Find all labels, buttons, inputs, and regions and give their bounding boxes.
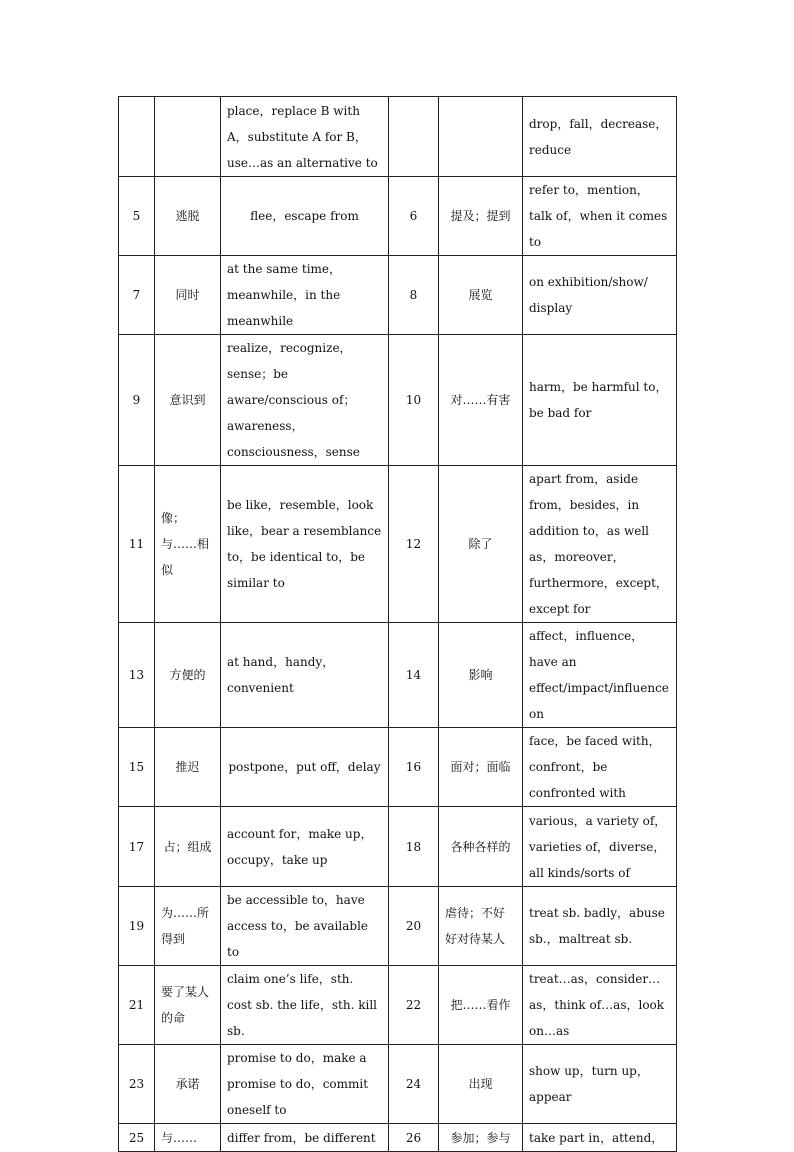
table-row [119,335,677,466]
english-expressions: account for，make up，occupy，take up [221,807,389,887]
english-expressions: harm，be harmful to，be bad for [523,335,677,466]
row-number: 9 [119,335,155,466]
table-row [119,1045,677,1124]
chinese-term: 对……有害 [439,335,523,466]
row-number: 26 [389,1124,439,1152]
table-row [119,466,677,623]
row-number: 21 [119,966,155,1045]
row-number: 24 [389,1045,439,1124]
row-number: 7 [119,256,155,335]
row-number: 6 [389,177,439,256]
chinese-term: 展览 [439,256,523,335]
chinese-term: 参加；参与 [439,1124,523,1152]
english-expressions: apart from，aside from，besides，in addition to，as well as，moreover，furthermore，except，except for [523,466,677,623]
chinese-term [439,97,523,177]
english-expressions: place，replace B with A，substitute A for B，use…as an alternative to [221,97,389,177]
vocabulary-table [118,96,677,1152]
chinese-term: 除了 [439,466,523,623]
english-expressions: at the same time，meanwhile，in the meanwhile [221,256,389,335]
chinese-term [155,97,221,177]
row-number: 19 [119,887,155,966]
english-expressions: promise to do，make a promise to do，commit oneself to [221,1045,389,1124]
english-expressions: differ from，be different [221,1124,389,1152]
english-expressions: be accessible to，have access to，be available to [221,887,389,966]
english-expressions: various，a variety of，varieties of，diverse，all kinds/sorts of [523,807,677,887]
row-number: 8 [389,256,439,335]
table-row [119,1124,677,1152]
english-expressions: show up，turn up，appear [523,1045,677,1124]
row-number: 20 [389,887,439,966]
chinese-term: 同时 [155,256,221,335]
row-number: 10 [389,335,439,466]
row-number: 16 [389,728,439,807]
table-row [119,256,677,335]
chinese-term: 占；组成 [155,807,221,887]
chinese-term: 把……看作 [439,966,523,1045]
english-expressions: on exhibition/show/ display [523,256,677,335]
row-number [119,97,155,177]
chinese-term: 面对；面临 [439,728,523,807]
table-row [119,728,677,807]
english-expressions: take part in，attend， [523,1124,677,1152]
english-expressions: treat…as，consider…as，think of…as，look on…as [523,966,677,1045]
row-number: 14 [389,623,439,728]
english-expressions: postpone，put off，delay [221,728,389,807]
table-row [119,807,677,887]
row-number: 12 [389,466,439,623]
english-expressions: claim one’s life，sth. cost sb. the life，sth. kill sb. [221,966,389,1045]
chinese-term: 推迟 [155,728,221,807]
english-expressions: realize，recognize，sense；be aware/conscious of；awareness，consciousness，sense [221,335,389,466]
chinese-term: 虐待；不好好对待某人 [439,887,523,966]
english-expressions: drop，fall，decrease，reduce [523,97,677,177]
english-expressions: flee，escape from [221,177,389,256]
chinese-term: 提及；提到 [439,177,523,256]
table-row [119,966,677,1045]
english-expressions: refer to，mention，talk of，when it comes to [523,177,677,256]
row-number: 15 [119,728,155,807]
english-expressions: face，be faced with，confront，be confronted with [523,728,677,807]
row-number [389,97,439,177]
chinese-term: 影响 [439,623,523,728]
chinese-term: 要了某人的命 [155,966,221,1045]
chinese-term: 承诺 [155,1045,221,1124]
table-row [119,177,677,256]
chinese-term: 逃脱 [155,177,221,256]
row-number: 11 [119,466,155,623]
chinese-term: 与…… [155,1124,221,1152]
row-number: 5 [119,177,155,256]
english-expressions: treat sb. badly，abuse sb.，maltreat sb. [523,887,677,966]
row-number: 17 [119,807,155,887]
english-expressions: affect，influence，have an effect/impact/influence on [523,623,677,728]
row-number: 23 [119,1045,155,1124]
row-number: 18 [389,807,439,887]
row-number: 22 [389,966,439,1045]
chinese-term: 像；与……相似 [155,466,221,623]
english-expressions: be like，resemble，look like，bear a resemblance to，be identical to，be similar to [221,466,389,623]
chinese-term: 方便的 [155,623,221,728]
row-number: 13 [119,623,155,728]
chinese-term: 各种各样的 [439,807,523,887]
table-row [119,887,677,966]
row-number: 25 [119,1124,155,1152]
chinese-term: 为……所得到 [155,887,221,966]
english-expressions: at hand，handy，convenient [221,623,389,728]
table-row [119,623,677,728]
chinese-term: 意识到 [155,335,221,466]
chinese-term: 出现 [439,1045,523,1124]
table-row [119,97,677,177]
